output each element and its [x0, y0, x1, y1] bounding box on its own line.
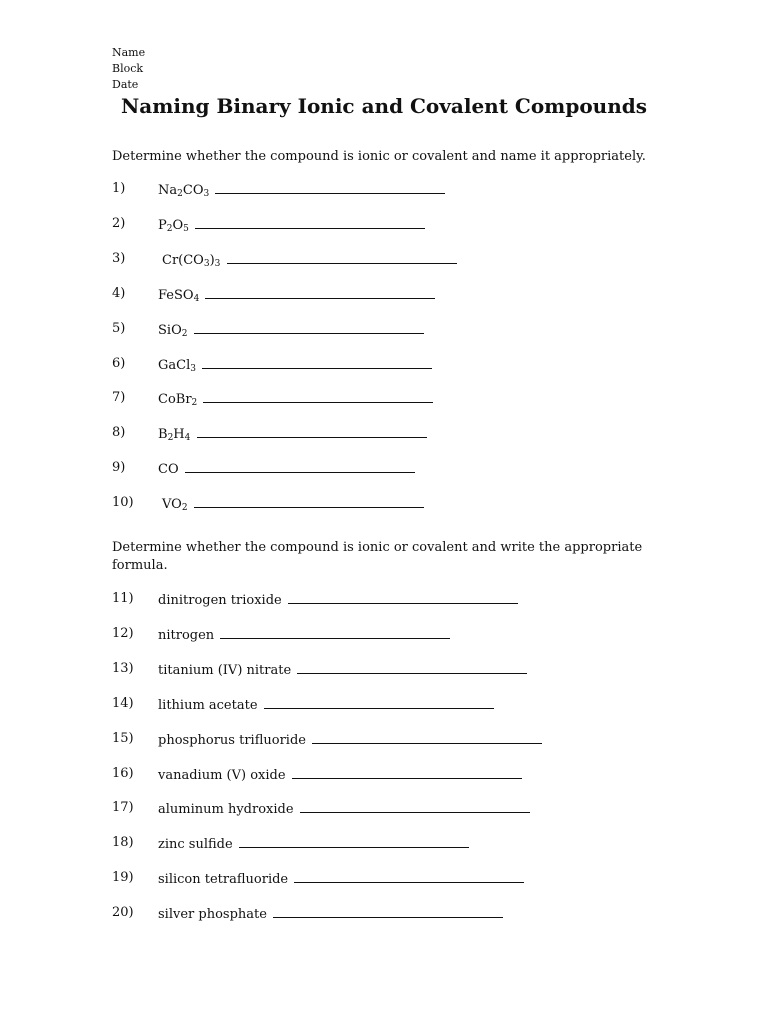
section1-instructions: Determine whether the compound is ionic or covalent and name it appropriately.: [112, 149, 646, 164]
answer-line[interactable]: [273, 903, 503, 918]
answer-line[interactable]: [300, 798, 530, 813]
item-number: 4): [112, 285, 126, 301]
item-number: 19): [112, 870, 134, 886]
item-number: 11): [112, 591, 134, 606]
item-text: lithium acetate: [158, 694, 494, 716]
item-number: 7): [112, 390, 126, 406]
answer-line[interactable]: [312, 729, 542, 744]
item-text: dinitrogen trioxide: [158, 589, 518, 611]
item-text: vanadium (V) oxide: [158, 764, 522, 786]
item-number: 8): [112, 425, 126, 441]
item-number: 17): [112, 800, 134, 816]
answer-line[interactable]: [227, 249, 457, 264]
answer-line[interactable]: [202, 354, 432, 369]
item-number: 5): [112, 320, 126, 336]
item-number: 10): [112, 495, 134, 511]
answer-line[interactable]: [195, 214, 425, 229]
answer-line[interactable]: [264, 694, 494, 709]
item-text: SiO$_2$: [158, 319, 424, 341]
item-text: aluminum hydroxide: [158, 798, 530, 820]
section2-instructions: Determine whether the compound is ionic or covalent and write the appropriate formula.: [112, 540, 643, 573]
item-number: 20): [112, 905, 134, 921]
item-text: zinc sulfide: [158, 833, 469, 855]
item-number: 16): [112, 765, 134, 781]
answer-line[interactable]: [185, 458, 415, 473]
answer-line[interactable]: [239, 833, 469, 848]
item-number: 1): [112, 181, 126, 196]
item-number: 9): [112, 460, 126, 476]
item-text: phosphorus trifluoride: [158, 729, 542, 751]
answer-line[interactable]: [205, 284, 435, 299]
item-text: nitrogen: [158, 624, 450, 646]
item-number: 14): [112, 695, 134, 711]
answer-line[interactable]: [215, 179, 445, 194]
answer-line[interactable]: [203, 388, 433, 403]
item-number: 18): [112, 835, 134, 851]
page-title: Naming Binary Ionic and Covalent Compounds: [120, 94, 647, 118]
item-text: CoBr$_2$: [158, 388, 433, 410]
answer-line[interactable]: [292, 764, 522, 779]
item-text: $Cr(CO_3)_3$: [162, 249, 457, 271]
answer-line[interactable]: [297, 659, 527, 674]
item-text: silicon tetrafluoride: [158, 868, 524, 890]
answer-line[interactable]: [194, 319, 424, 334]
item-number: 3): [112, 250, 126, 266]
item-number: 13): [112, 660, 134, 676]
block-label: Block: [112, 62, 144, 75]
answer-line[interactable]: [294, 868, 524, 883]
answer-line[interactable]: [220, 624, 450, 639]
item-text: silver phosphate: [158, 903, 503, 925]
item-text: $P_2O_5$: [158, 214, 425, 236]
item-number: 12): [112, 625, 134, 641]
name-label: Name: [112, 46, 146, 59]
answer-line[interactable]: [197, 423, 427, 438]
item-text: titanium (IV) nitrate: [158, 659, 527, 681]
item-text: $VO_2$: [162, 493, 424, 515]
answer-line[interactable]: [288, 589, 518, 604]
item-text: $Na_2CO_3$: [158, 179, 445, 201]
item-text: CO: [158, 458, 415, 480]
item-text: FeSO$_4$: [158, 284, 435, 306]
date-label: Date: [112, 78, 139, 91]
answer-line[interactable]: [194, 493, 424, 508]
item-text: GaCl$_3$: [158, 354, 432, 376]
item-text: $B_2H_4$: [158, 423, 427, 445]
item-number: 6): [112, 355, 126, 371]
item-number: 2): [112, 215, 126, 231]
item-number: 15): [112, 730, 134, 746]
